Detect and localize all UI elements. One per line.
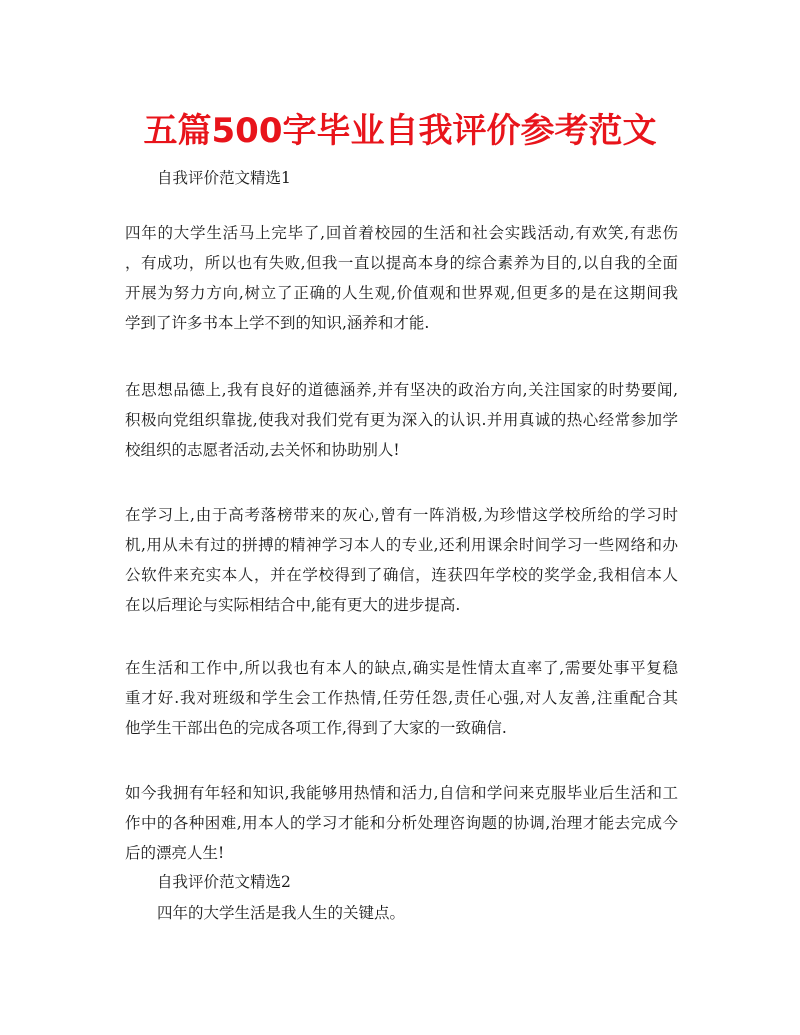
paragraph-line: 重才好.我对班级和学生会工作热情,任劳任怨,责任心强,对人友善,注重配合其 [125, 689, 678, 707]
paragraph-1 [125, 218, 678, 338]
paragraph-line: 四年的大学生活马上完毕了,回首着校园的生活和社会实践活动,有欢笑,有悲伤 [125, 224, 678, 242]
paragraph-line: 校组织的志愿者活动,去关怀和协助别人! [125, 441, 400, 459]
paragraph-line: 作中的各种困难,用本人的学习才能和分析处理咨询题的协调,治理才能去完成今 [125, 814, 678, 832]
section-1-heading: 自我评价范文精选1 [157, 169, 291, 187]
paragraph-line: 他学生干部出色的完成各项工作,得到了大家的一致确信. [125, 719, 507, 737]
paragraph-line: 在思想品德上,我有良好的道德涵养,并有坚决的政治方向,关注国家的时势要闻, [125, 381, 678, 399]
paragraph-line: 在学习上,由于高考落榜带来的灰心,曾有一阵消极,为珍惜这学校所给的学习时 [125, 506, 678, 524]
paragraph-line: 如今我拥有年轻和知识,我能够用热情和活力,自信和学问来克服毕业后生活和工 [125, 784, 678, 802]
paragraph-line: 开展为努力方向,树立了正确的人生观,价值观和世界观,但更多的是在这期间我 [125, 284, 678, 302]
document-title: 五篇500字毕业自我评价参考范文 [143, 111, 657, 151]
paragraph-line: 后的漂亮人生! [125, 844, 225, 862]
paragraph-line: 机,用从未有过的拼搏的精神学习本人的专业,还利用课余时间学习一些网络和办 [125, 536, 678, 554]
paragraph-3 [125, 500, 678, 620]
paragraph-2 [125, 375, 678, 465]
paragraph-line: 在生活和工作中,所以我也有本人的缺点,确实是性情太直率了,需要处事平复稳 [125, 659, 678, 677]
section-2-first-line: 四年的大学生活是我人生的关键点。 [157, 904, 406, 922]
paragraph-line: 在以后理论与实际相结合中,能有更大的进步提高. [125, 596, 461, 614]
section-2-heading: 自我评价范文精选2 [157, 873, 291, 891]
paragraph-line: 公软件来充实本人，并在学校得到了确信，连获四年学校的奖学金,我相信本人 [125, 566, 678, 584]
paragraph-line: ，有成功，所以也有失败,但我一直以提高本身的综合素养为目的,以自我的全面 [125, 254, 678, 272]
paragraph-line: 学到了许多书本上学不到的知识,涵养和才能. [125, 314, 430, 332]
paragraph-5 [125, 778, 678, 868]
paragraph-4 [125, 653, 678, 743]
paragraph-line: 积极向党组织靠拢,使我对我们党有更为深入的认识.并用真诚的热心经常参加学 [125, 411, 678, 429]
